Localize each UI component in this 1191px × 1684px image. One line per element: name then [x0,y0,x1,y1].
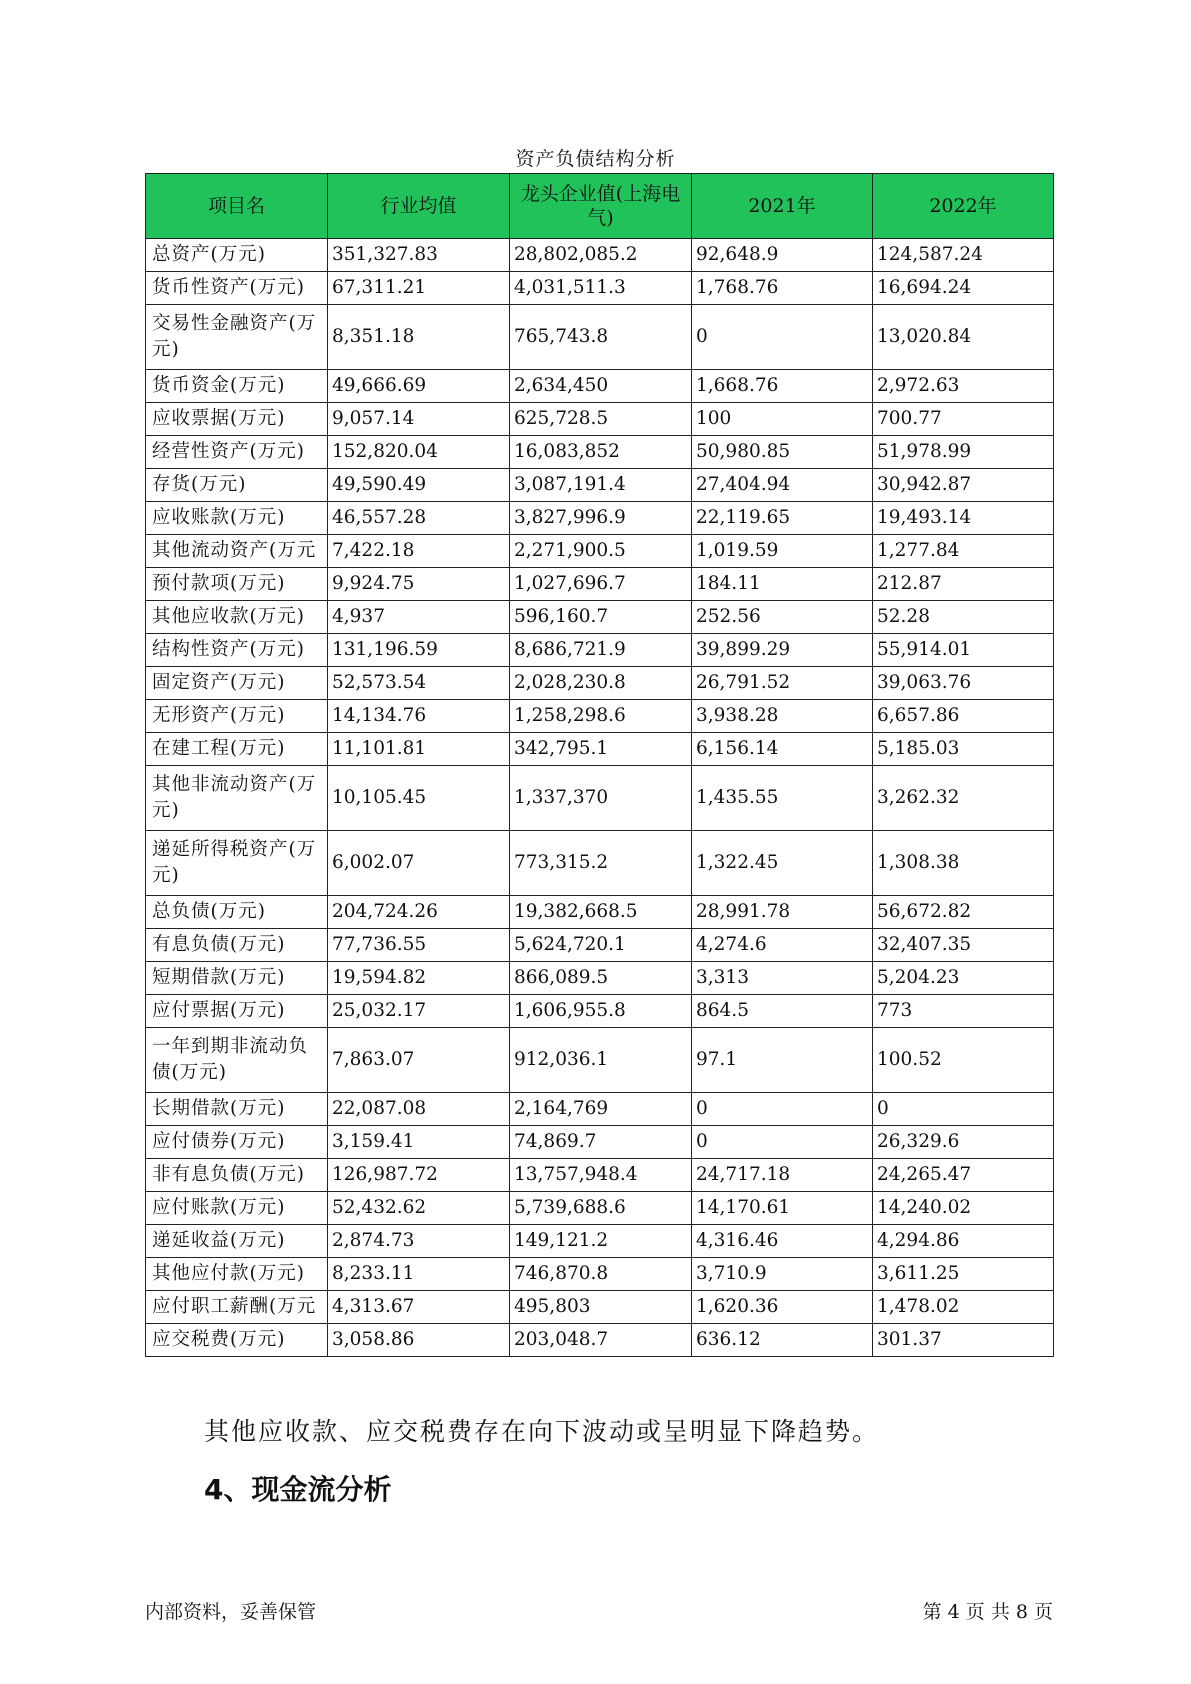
value-cell: 212.87 [873,568,1054,601]
table-row [146,601,1054,634]
value-cell: 3,058.86 [328,1324,510,1357]
value-cell: 124,587.24 [873,239,1054,272]
table-row [146,535,1054,568]
value-cell: 912,036.1 [510,1028,692,1093]
value-cell: 126,987.72 [328,1159,510,1192]
row-label-cell: 长期借款(万元) [146,1093,328,1126]
value-cell: 13,757,948.4 [510,1159,692,1192]
value-cell: 74,869.7 [510,1126,692,1159]
value-cell: 55,914.01 [873,634,1054,667]
row-label-cell: 货币性资产(万元) [146,272,328,305]
value-cell: 2,164,769 [510,1093,692,1126]
value-cell: 1,478.02 [873,1291,1054,1324]
value-cell: 765,743.8 [510,305,692,370]
value-cell: 1,435.55 [692,766,873,831]
table-row [146,896,1054,929]
row-label-cell: 预付款项(万元) [146,568,328,601]
value-cell: 3,827,996.9 [510,502,692,535]
value-cell: 1,308.38 [873,831,1054,896]
value-cell: 26,791.52 [692,667,873,700]
table-row [146,469,1054,502]
row-label-cell: 应收账款(万元) [146,502,328,535]
value-cell: 0 [692,1126,873,1159]
value-cell: 13,020.84 [873,305,1054,370]
value-cell: 5,204.23 [873,962,1054,995]
footer-page-number: 第 4 页 共 8 页 [922,1601,1053,1623]
row-label-cell: 总资产(万元) [146,239,328,272]
value-cell: 50,980.85 [692,436,873,469]
value-cell: 7,422.18 [328,535,510,568]
value-cell: 5,739,688.6 [510,1192,692,1225]
value-cell: 0 [692,305,873,370]
value-cell: 22,087.08 [328,1093,510,1126]
row-label-cell: 结构性资产(万元) [146,634,328,667]
value-cell: 131,196.59 [328,634,510,667]
value-cell: 1,337,370 [510,766,692,831]
row-label-cell: 其他非流动资产(万元) [146,766,328,831]
value-cell: 773 [873,995,1054,1028]
value-cell: 203,048.7 [510,1324,692,1357]
table-row [146,403,1054,436]
table-row [146,568,1054,601]
value-cell: 51,978.99 [873,436,1054,469]
value-cell: 3,313 [692,962,873,995]
value-cell: 52,573.54 [328,667,510,700]
table-row [146,1258,1054,1291]
value-cell: 1,277.84 [873,535,1054,568]
table-row [146,305,1054,370]
row-label-cell: 总负债(万元) [146,896,328,929]
value-cell: 4,031,511.3 [510,272,692,305]
table-row [146,1324,1054,1357]
value-cell: 97.1 [692,1028,873,1093]
value-cell: 152,820.04 [328,436,510,469]
value-cell: 6,657.86 [873,700,1054,733]
value-cell: 19,594.82 [328,962,510,995]
row-label-cell: 应收票据(万元) [146,403,328,436]
value-cell: 10,105.45 [328,766,510,831]
value-cell: 19,382,668.5 [510,896,692,929]
value-cell: 4,937 [328,601,510,634]
row-label-cell: 交易性金融资产(万元) [146,305,328,370]
column-header: 2022年 [873,174,1054,239]
value-cell: 24,265.47 [873,1159,1054,1192]
value-cell: 49,590.49 [328,469,510,502]
value-cell: 2,271,900.5 [510,535,692,568]
table-row [146,1028,1054,1093]
table-row [146,1192,1054,1225]
value-cell: 2,028,230.8 [510,667,692,700]
value-cell: 3,262.32 [873,766,1054,831]
table-body [146,239,1054,1357]
value-cell: 5,624,720.1 [510,929,692,962]
table-row [146,370,1054,403]
value-cell: 25,032.17 [328,995,510,1028]
value-cell: 9,924.75 [328,568,510,601]
row-label-cell: 其他应收款(万元) [146,601,328,634]
value-cell: 1,258,298.6 [510,700,692,733]
row-label-cell: 短期借款(万元) [146,962,328,995]
table-row [146,1159,1054,1192]
row-label-cell: 非有息负债(万元) [146,1159,328,1192]
table-row [146,436,1054,469]
value-cell: 6,156.14 [692,733,873,766]
value-cell: 0 [873,1093,1054,1126]
row-label-cell: 其他流动资产(万元 [146,535,328,568]
value-cell: 4,294.86 [873,1225,1054,1258]
footer-confidential-note: 内部资料，妥善保管 [145,1601,317,1623]
row-label-cell: 递延收益(万元) [146,1225,328,1258]
value-cell: 351,327.83 [328,239,510,272]
value-cell: 3,611.25 [873,1258,1054,1291]
value-cell: 1,768.76 [692,272,873,305]
value-cell: 252.56 [692,601,873,634]
value-cell: 636.12 [692,1324,873,1357]
value-cell: 19,493.14 [873,502,1054,535]
value-cell: 3,938.28 [692,700,873,733]
value-cell: 6,002.07 [328,831,510,896]
value-cell: 28,802,085.2 [510,239,692,272]
table-row [146,1225,1054,1258]
table-row [146,1126,1054,1159]
value-cell: 52,432.62 [328,1192,510,1225]
value-cell: 7,863.07 [328,1028,510,1093]
row-label-cell: 货币资金(万元) [146,370,328,403]
row-label-cell: 无形资产(万元) [146,700,328,733]
value-cell: 0 [692,1093,873,1126]
value-cell: 52.28 [873,601,1054,634]
row-label-cell: 在建工程(万元) [146,733,328,766]
column-header: 项目名 [146,174,328,239]
value-cell: 342,795.1 [510,733,692,766]
value-cell: 864.5 [692,995,873,1028]
value-cell: 3,159.41 [328,1126,510,1159]
value-cell: 746,870.8 [510,1258,692,1291]
row-label-cell: 固定资产(万元) [146,667,328,700]
value-cell: 773,315.2 [510,831,692,896]
value-cell: 30,942.87 [873,469,1054,502]
value-cell: 39,899.29 [692,634,873,667]
value-cell: 184.11 [692,568,873,601]
table-row [146,1093,1054,1126]
row-label-cell: 应付账款(万元) [146,1192,328,1225]
analysis-paragraph: 其他应收款、应交税费存在向下波动或呈明显下降趋势。 [204,1417,880,1446]
value-cell: 3,710.9 [692,1258,873,1291]
value-cell: 3,087,191.4 [510,469,692,502]
value-cell: 1,620.36 [692,1291,873,1324]
value-cell: 22,119.65 [692,502,873,535]
value-cell: 2,634,450 [510,370,692,403]
column-header: 龙头企业值(上海电气) [510,174,692,239]
table-row [146,929,1054,962]
row-label-cell: 有息负债(万元) [146,929,328,962]
value-cell: 2,874.73 [328,1225,510,1258]
value-cell: 4,316.46 [692,1225,873,1258]
value-cell: 1,668.76 [692,370,873,403]
row-label-cell: 存货(万元) [146,469,328,502]
value-cell: 26,329.6 [873,1126,1054,1159]
value-cell: 100.52 [873,1028,1054,1093]
table-row [146,995,1054,1028]
value-cell: 1,027,696.7 [510,568,692,601]
value-cell: 77,736.55 [328,929,510,962]
value-cell: 46,557.28 [328,502,510,535]
value-cell: 32,407.35 [873,929,1054,962]
table-header-row [146,174,1054,239]
row-label-cell: 经营性资产(万元) [146,436,328,469]
table-row [146,239,1054,272]
value-cell: 92,648.9 [692,239,873,272]
table-caption: 资产负债结构分析 [515,148,676,170]
value-cell: 2,972.63 [873,370,1054,403]
value-cell: 11,101.81 [328,733,510,766]
value-cell: 5,185.03 [873,733,1054,766]
row-label-cell: 一年到期非流动负债(万元) [146,1028,328,1093]
table-row [146,1291,1054,1324]
table-row [146,962,1054,995]
value-cell: 8,351.18 [328,305,510,370]
balance-sheet-table [145,173,1054,1357]
value-cell: 8,233.11 [328,1258,510,1291]
row-label-cell: 应付票据(万元) [146,995,328,1028]
row-label-cell: 应付债券(万元) [146,1126,328,1159]
value-cell: 67,311.21 [328,272,510,305]
value-cell: 14,134.76 [328,700,510,733]
table-row [146,733,1054,766]
column-header: 2021年 [692,174,873,239]
row-label-cell: 递延所得税资产(万元) [146,831,328,896]
value-cell: 495,803 [510,1291,692,1324]
value-cell: 1,322.45 [692,831,873,896]
table-row [146,831,1054,896]
value-cell: 149,121.2 [510,1225,692,1258]
value-cell: 56,672.82 [873,896,1054,929]
value-cell: 204,724.26 [328,896,510,929]
table-row [146,766,1054,831]
value-cell: 16,083,852 [510,436,692,469]
value-cell: 4,313.67 [328,1291,510,1324]
value-cell: 16,694.24 [873,272,1054,305]
value-cell: 14,170.61 [692,1192,873,1225]
table-row [146,667,1054,700]
value-cell: 700.77 [873,403,1054,436]
value-cell: 49,666.69 [328,370,510,403]
row-label-cell: 其他应付款(万元) [146,1258,328,1291]
value-cell: 28,991.78 [692,896,873,929]
value-cell: 866,089.5 [510,962,692,995]
value-cell: 625,728.5 [510,403,692,436]
value-cell: 1,019.59 [692,535,873,568]
table-row [146,272,1054,305]
table-row [146,502,1054,535]
value-cell: 1,606,955.8 [510,995,692,1028]
value-cell: 596,160.7 [510,601,692,634]
row-label-cell: 应付职工薪酬(万元 [146,1291,328,1324]
value-cell: 100 [692,403,873,436]
row-label-cell: 应交税费(万元) [146,1324,328,1357]
value-cell: 8,686,721.9 [510,634,692,667]
value-cell: 301.37 [873,1324,1054,1357]
column-header: 行业均值 [328,174,510,239]
table-row [146,634,1054,667]
value-cell: 39,063.76 [873,667,1054,700]
section-heading: 4、现金流分析 [204,1473,392,1506]
value-cell: 24,717.18 [692,1159,873,1192]
value-cell: 27,404.94 [692,469,873,502]
table-row [146,700,1054,733]
value-cell: 4,274.6 [692,929,873,962]
value-cell: 14,240.02 [873,1192,1054,1225]
value-cell: 9,057.14 [328,403,510,436]
